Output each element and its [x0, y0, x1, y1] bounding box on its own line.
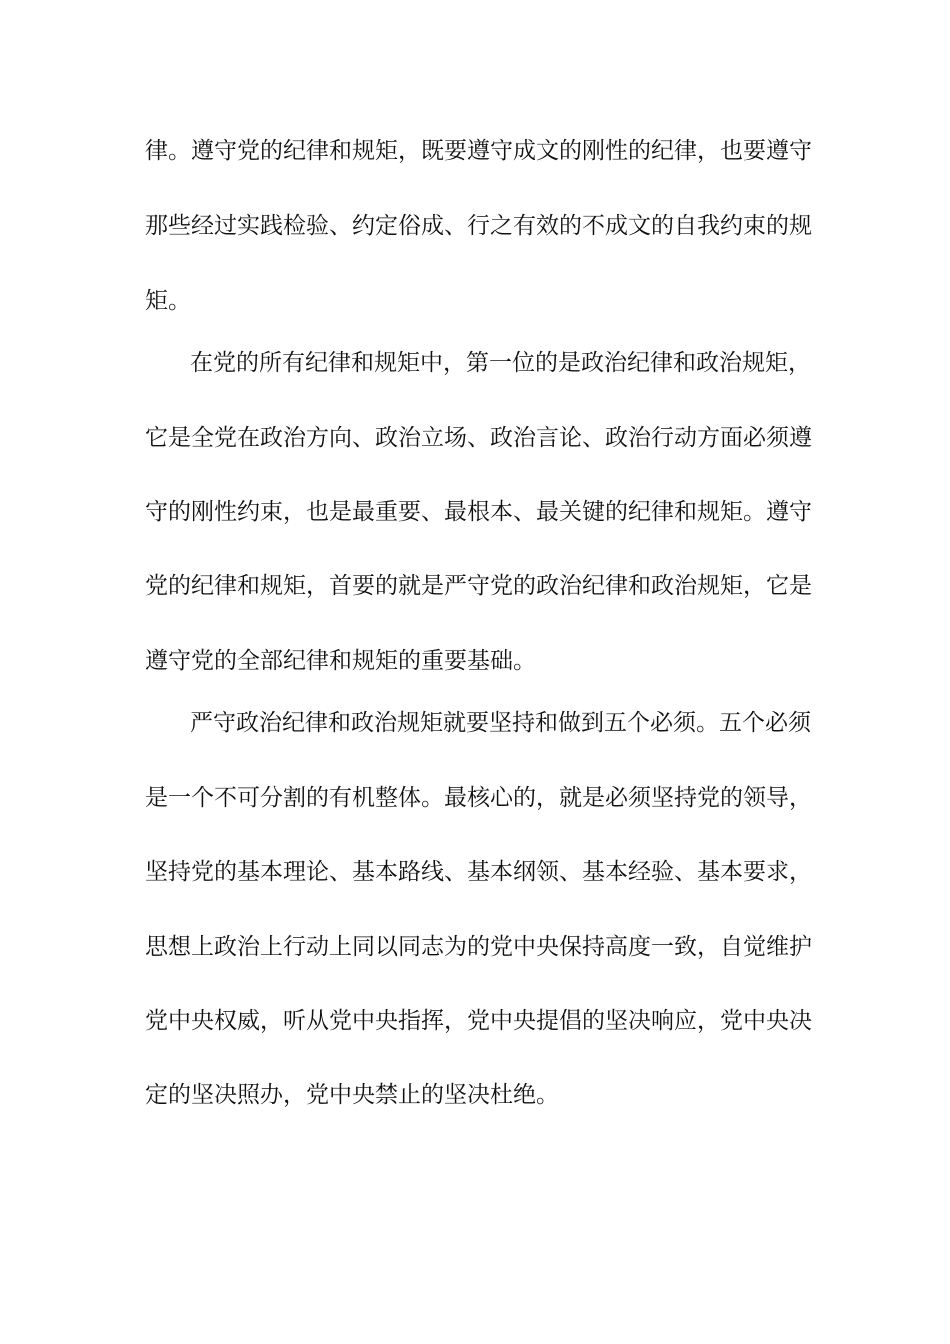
text-line: 律。遵守党的纪律和规矩，既要遵守成文的刚性的纪律，也要遵守 — [145, 138, 812, 164]
text-line: 矩。 — [145, 288, 191, 314]
text-line: 遵守党的全部纪律和规矩的重要基础。 — [145, 648, 536, 674]
text-line: 那些经过实践检验、约定俗成、行之有效的不成文的自我约束的规 — [145, 213, 812, 239]
text-line: 是一个不可分割的有机整体。最核心的，就是必须坚持党的领导， — [145, 785, 812, 811]
text-line: 它是全党在政治方向、政治立场、政治言论、政治行动方面必须遵 — [145, 425, 812, 451]
text-line: 党的纪律和规矩，首要的就是严守党的政治纪律和政治规矩，它是 — [145, 573, 812, 599]
text-line: 定的坚决照办，党中央禁止的坚决杜绝。 — [145, 1082, 559, 1108]
text-line: 坚持党的基本理论、基本路线、基本纲领、基本经验、基本要求， — [145, 859, 812, 885]
text-line: 思想上政治上行动上同以同志为的党中央保持高度一致，自觉维护 — [145, 934, 812, 960]
text-line: 党中央权威，听从党中央指挥，党中央提倡的坚决响应，党中央决 — [145, 1008, 812, 1034]
paragraph-first-line: 在党的所有纪律和规矩中，第一位的是政治纪律和政治规矩， — [190, 350, 811, 376]
text-line: 守的刚性约束，也是最重要、最根本、最关键的纪律和规矩。遵守 — [145, 499, 812, 525]
paragraph-first-line: 严守政治纪律和政治规矩就要坚持和做到五个必须。五个必须 — [190, 710, 811, 736]
